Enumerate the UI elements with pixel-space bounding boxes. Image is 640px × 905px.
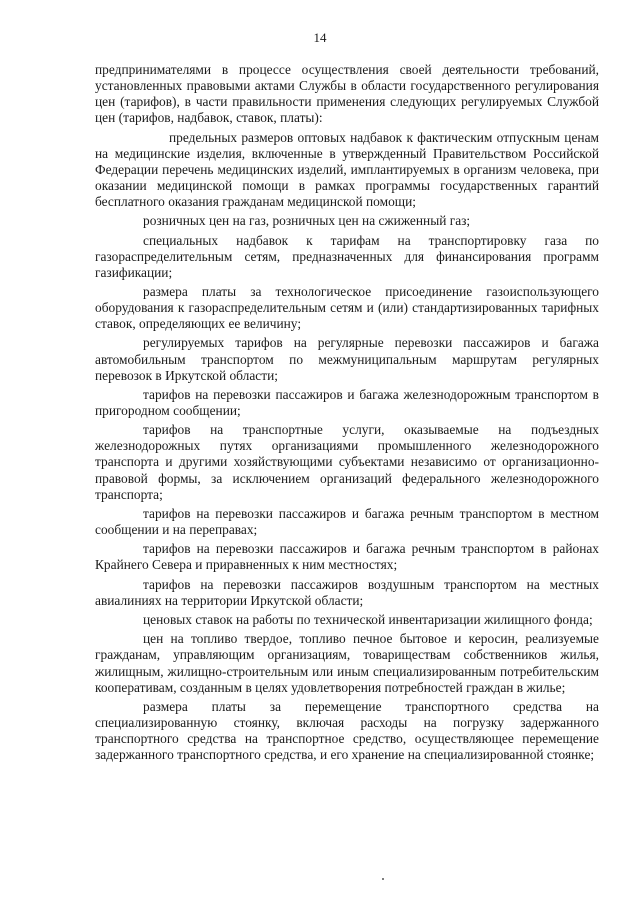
paragraph-industrial-rail-tariffs: тарифов на транспортные услуги, оказываемые на подъездных железнодорожных путях организациями промышленного железнодорожного транспорта и другими хозяйствующими субъектами независимо от организационно-правовой формы, за исключением организаций федерального железнодорожного транспорта; [95,422,599,502]
paragraph-river-north-tariffs: тарифов на перевозки пассажиров и багажа речным транспортом в районах Крайнего Севера и приравненных к ним местностях; [95,541,599,573]
paragraph-bus-tariffs: регулируемых тарифов на регулярные перевозки пассажиров и багажа автомобильным транспортом по межмуниципальным маршрутам регулярных перевозок в Иркутской области; [95,335,599,383]
paragraph-intro: предпринимателями в процессе осуществления своей деятельности требований, установленных правовыми актами Службы в области государственного регулирования цен (тарифов), в части правильности применения следующих регулируемых Службой цен (тарифов, надбавок, ставок, платы): [95,62,599,126]
paragraph-suburban-rail-tariffs: тарифов на перевозки пассажиров и багажа железнодорожным транспортом в пригородном сообщении; [95,386,599,418]
paragraph-river-local-tariffs: тарифов на перевозки пассажиров и багажа речным транспортом в местном сообщении и на переправах; [95,505,599,538]
paragraph-gas-retail-prices: розничных цен на газ, розничных цен на сжиженный газ; [143,213,471,229]
scan-speck [382,878,384,880]
paragraph-housing-inventory-rates: ценовых ставок на работы по технической инвентаризации жилищного фонда; [143,612,593,628]
paragraph-gas-transport-markups: специальных надбавок к тарифам на транспортировку газа по газораспределительным сетям, предназначенных для финансирования программ газификации; [95,232,599,280]
document-body [95,62,599,766]
paragraph-fuel-prices: цен на топливо твердое, топливо печное бытовое и керосин, реализуемые гражданам, управляющим организациям, товариществам собственников жилья, жилищным, жилищно-строительным или иным специализированным потребительским кооперативам, созданным в целях удовлетворения потребностей граждан в жилье; [95,631,599,695]
paragraph-air-local-tariffs: тарифов на перевозки пассажиров воздушным транспортом на местных авиалиниях на территории Иркутской области; [95,576,599,608]
page-number: 14 [313,30,327,45]
paragraph-vehicle-impound-fee: размера платы за перемещение транспортного средства на специализированную стоянку, включая расходы на погрузку задержанного транспортного средства на транспортное средство, осуществляющее перемещение задержанного транспортного средства, и его хранение на специализированной стоянке; [95,698,599,763]
paragraph-gas-connection-fee: размера платы за технологическое присоединение газоиспользующего оборудования к газораспределительным сетям и (или) стандартизированных тарифных ставок, определяющих ее величину; [95,283,599,332]
paragraph-medical-devices-markup: предельных размеров оптовых надбавок к фактическим отпускным ценам на медицинские изделия, включенные в утвержденный Правительством Российской Федерации перечень медицинских изделий, имплантируемых в организм человека, при оказании медицинской помощи в рамках программы государственных гарантий бесплатного оказания гражданам медицинской помощи; [95,129,599,209]
